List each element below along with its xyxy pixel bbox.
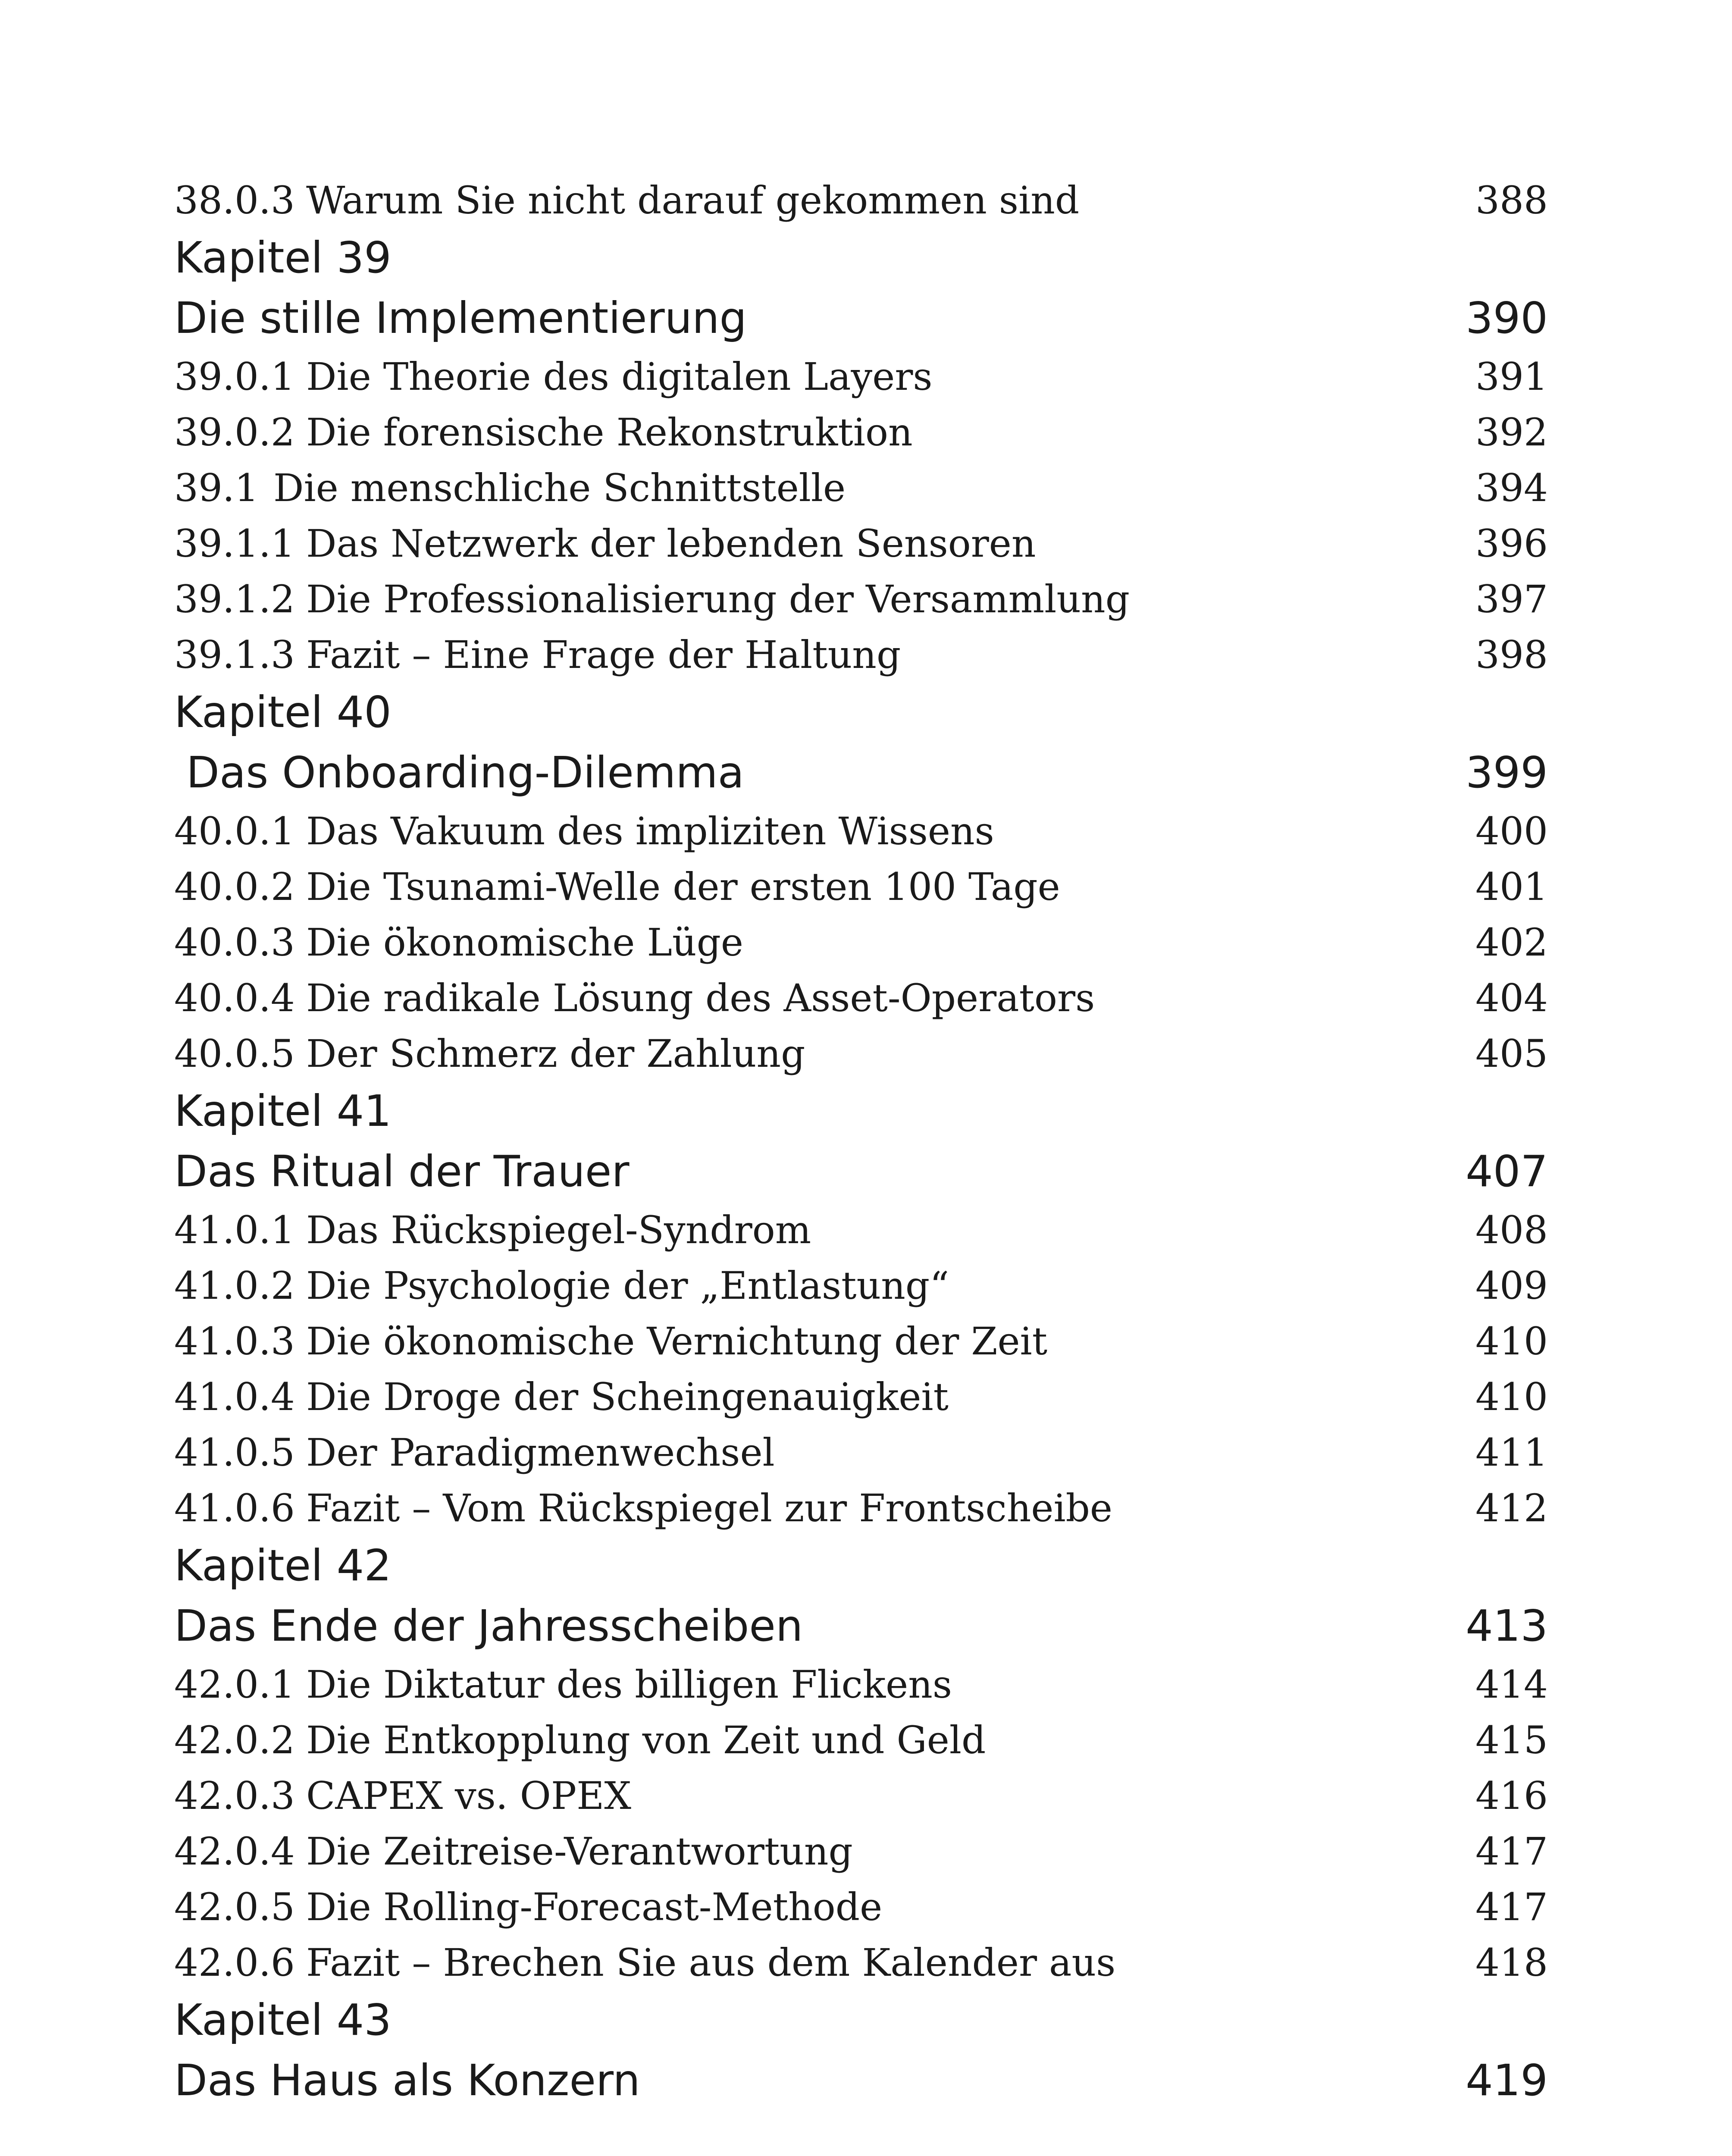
- page-reference: 402: [1475, 920, 1548, 965]
- entry-title: Das Ritual der Trauer: [174, 1146, 630, 1197]
- section-number: 42.0.1: [174, 1662, 295, 1707]
- toc-entry-sub: [174, 1258, 1548, 1313]
- toc-entry-sub: [174, 1202, 1548, 1258]
- page-reference: 398: [1475, 633, 1548, 677]
- page-reference: 416: [1475, 1774, 1548, 1818]
- entry-title: Warum Sie nicht darauf gekommen sind: [306, 178, 1080, 222]
- chapter-label: Kapitel 43: [174, 1995, 392, 2045]
- toc-entry-sub: [174, 1026, 1548, 1081]
- entry-title: Der Schmerz der Zahlung: [306, 1031, 805, 1076]
- toc-entry-chapter-label: [174, 1081, 1548, 1141]
- section-number: 42.0.2: [174, 1718, 295, 1762]
- page-reference: 415: [1475, 1718, 1548, 1762]
- entry-title: Fazit – Eine Frage der Haltung: [306, 633, 901, 677]
- section-number: 42.0.3: [174, 1774, 295, 1818]
- toc-entry-sub: [174, 915, 1548, 970]
- chapter-label: Kapitel 42: [174, 1540, 392, 1591]
- section-number: 40.0.2: [174, 865, 295, 909]
- page-reference: 388: [1475, 178, 1548, 222]
- page-reference: 407: [1466, 1146, 1548, 1197]
- section-number: 39.0.1: [174, 354, 295, 399]
- toc-entry-sub: [174, 516, 1548, 571]
- page-reference: 411: [1475, 1430, 1548, 1475]
- entry-title: Das Haus als Konzern: [174, 2055, 640, 2106]
- toc-entry-sub: [174, 172, 1548, 228]
- page-reference: 413: [1466, 1601, 1548, 1651]
- table-of-contents: [174, 172, 1548, 2111]
- section-number: 41.0.6: [174, 1486, 295, 1530]
- page-reference: 391: [1475, 354, 1548, 399]
- chapter-label: Kapitel 39: [174, 232, 392, 283]
- section-number: 39.1.3: [174, 633, 295, 677]
- entry-title: Die radikale Lösung des Asset-Operators: [306, 976, 1095, 1020]
- page-reference: 410: [1475, 1319, 1548, 1363]
- entry-title: Die ökonomische Vernichtung der Zeit: [306, 1319, 1048, 1363]
- toc-entry-chapter-title: [174, 2050, 1548, 2111]
- toc-entry-chapter-title: [174, 1141, 1548, 1202]
- entry-title: Fazit – Vom Rückspiegel zur Frontscheibe: [306, 1486, 1112, 1530]
- entry-title: Die stille Implementierung: [174, 293, 747, 343]
- toc-entry-sub: [174, 1935, 1548, 1990]
- entry-title: Die Entkopplung von Zeit und Geld: [306, 1718, 986, 1762]
- page-reference: 414: [1475, 1662, 1548, 1707]
- section-number: 39.0.2: [174, 410, 295, 454]
- entry-title: Die menschliche Schnittstelle: [273, 466, 846, 510]
- toc-entry-sub: [174, 1824, 1548, 1879]
- toc-entry-sub: [174, 1768, 1548, 1824]
- section-number: 41.0.4: [174, 1375, 295, 1419]
- page-reference: 419: [1466, 2055, 1548, 2106]
- page-reference: 396: [1475, 521, 1548, 566]
- toc-entry-sub: [174, 460, 1548, 516]
- toc-entry-sub: [174, 1480, 1548, 1536]
- toc-entry-chapter-label: [174, 1990, 1548, 2050]
- page-reference: 418: [1475, 1940, 1548, 1985]
- page-reference: 405: [1475, 1031, 1548, 1076]
- page-reference: 408: [1475, 1208, 1548, 1252]
- entry-title: Das Vakuum des impliziten Wissens: [306, 809, 994, 853]
- page-reference: 390: [1466, 293, 1548, 343]
- toc-entry-sub: [174, 1712, 1548, 1768]
- toc-entry-chapter-label: [174, 1536, 1548, 1595]
- page-reference: 409: [1475, 1263, 1548, 1308]
- section-number: 39.1: [174, 466, 259, 510]
- entry-title: Die Professionalisierung der Versammlung: [306, 577, 1130, 621]
- toc-entry-sub: [174, 1879, 1548, 1935]
- section-number: 42.0.6: [174, 1940, 295, 1985]
- chapter-label: Kapitel 40: [174, 687, 392, 737]
- toc-entry-sub: [174, 1657, 1548, 1712]
- page-reference: 404: [1475, 976, 1548, 1020]
- section-number: 42.0.5: [174, 1885, 295, 1929]
- toc-entry-chapter-title: [174, 1595, 1548, 1657]
- page-reference: 394: [1475, 466, 1548, 510]
- entry-title: Die Zeitreise-Verantwortung: [306, 1829, 853, 1874]
- entry-title: Der Paradigmenwechsel: [306, 1430, 775, 1475]
- toc-entry-sub: [174, 571, 1548, 627]
- toc-entry-chapter-title: [174, 288, 1548, 349]
- section-number: 41.0.1: [174, 1208, 295, 1252]
- entry-title: Die ökonomische Lüge: [306, 920, 743, 965]
- section-number: 39.1.1: [174, 521, 295, 566]
- section-number: 41.0.2: [174, 1263, 295, 1308]
- section-number: 41.0.3: [174, 1319, 295, 1363]
- section-number: 40.0.1: [174, 809, 295, 853]
- entry-title: Das Ende der Jahresscheiben: [174, 1601, 803, 1651]
- chapter-label: Kapitel 41: [174, 1086, 392, 1136]
- toc-entry-sub: [174, 1425, 1548, 1480]
- entry-title: Die Droge der Scheingenauigkeit: [306, 1375, 949, 1419]
- entry-title: Die Rolling-Forecast-Methode: [306, 1885, 883, 1929]
- section-number: 40.0.3: [174, 920, 295, 965]
- page-reference: 397: [1475, 577, 1548, 621]
- page-reference: 417: [1475, 1885, 1548, 1929]
- toc-entry-sub: [174, 627, 1548, 683]
- entry-title: Die Theorie des digitalen Layers: [306, 354, 933, 399]
- entry-title: Das Netzwerk der lebenden Sensoren: [306, 521, 1036, 566]
- toc-entry-sub: [174, 970, 1548, 1026]
- toc-entry-sub: [174, 859, 1548, 915]
- toc-entry-sub: [174, 1369, 1548, 1425]
- entry-title: Das Onboarding-Dilemma: [186, 747, 744, 798]
- section-number: 40.0.4: [174, 976, 295, 1020]
- entry-title: CAPEX vs. OPEX: [306, 1774, 632, 1818]
- toc-entry-chapter-label: [174, 683, 1548, 742]
- page-reference: 410: [1475, 1375, 1548, 1419]
- entry-title: Die Tsunami-Welle der ersten 100 Tage: [306, 865, 1060, 909]
- toc-entry-chapter-label: [174, 228, 1548, 288]
- page-reference: 401: [1475, 865, 1548, 909]
- toc-entry-sub: [174, 1313, 1548, 1369]
- entry-title: Das Rückspiegel-Syndrom: [306, 1208, 811, 1252]
- section-number: 40.0.5: [174, 1031, 295, 1076]
- section-number: 41.0.5: [174, 1430, 295, 1475]
- toc-entry-sub: [174, 349, 1548, 404]
- page-reference: 417: [1475, 1829, 1548, 1874]
- entry-title: Die forensische Rekonstruktion: [306, 410, 913, 454]
- toc-entry-sub: [174, 803, 1548, 859]
- toc-entry-chapter-title: [174, 742, 1548, 803]
- page-reference: 412: [1475, 1486, 1548, 1530]
- page-reference: 399: [1466, 747, 1548, 798]
- section-number: 42.0.4: [174, 1829, 295, 1874]
- toc-entry-sub: [174, 404, 1548, 460]
- page-reference: 392: [1475, 410, 1548, 454]
- entry-title: Die Diktatur des billigen Flickens: [306, 1662, 952, 1707]
- section-number: 38.0.3: [174, 178, 295, 222]
- section-number: 39.1.2: [174, 577, 295, 621]
- page-reference: 400: [1475, 809, 1548, 853]
- entry-title: Fazit – Brechen Sie aus dem Kalender aus: [306, 1940, 1116, 1985]
- entry-title: Die Psychologie der „Entlastung“: [306, 1263, 949, 1308]
